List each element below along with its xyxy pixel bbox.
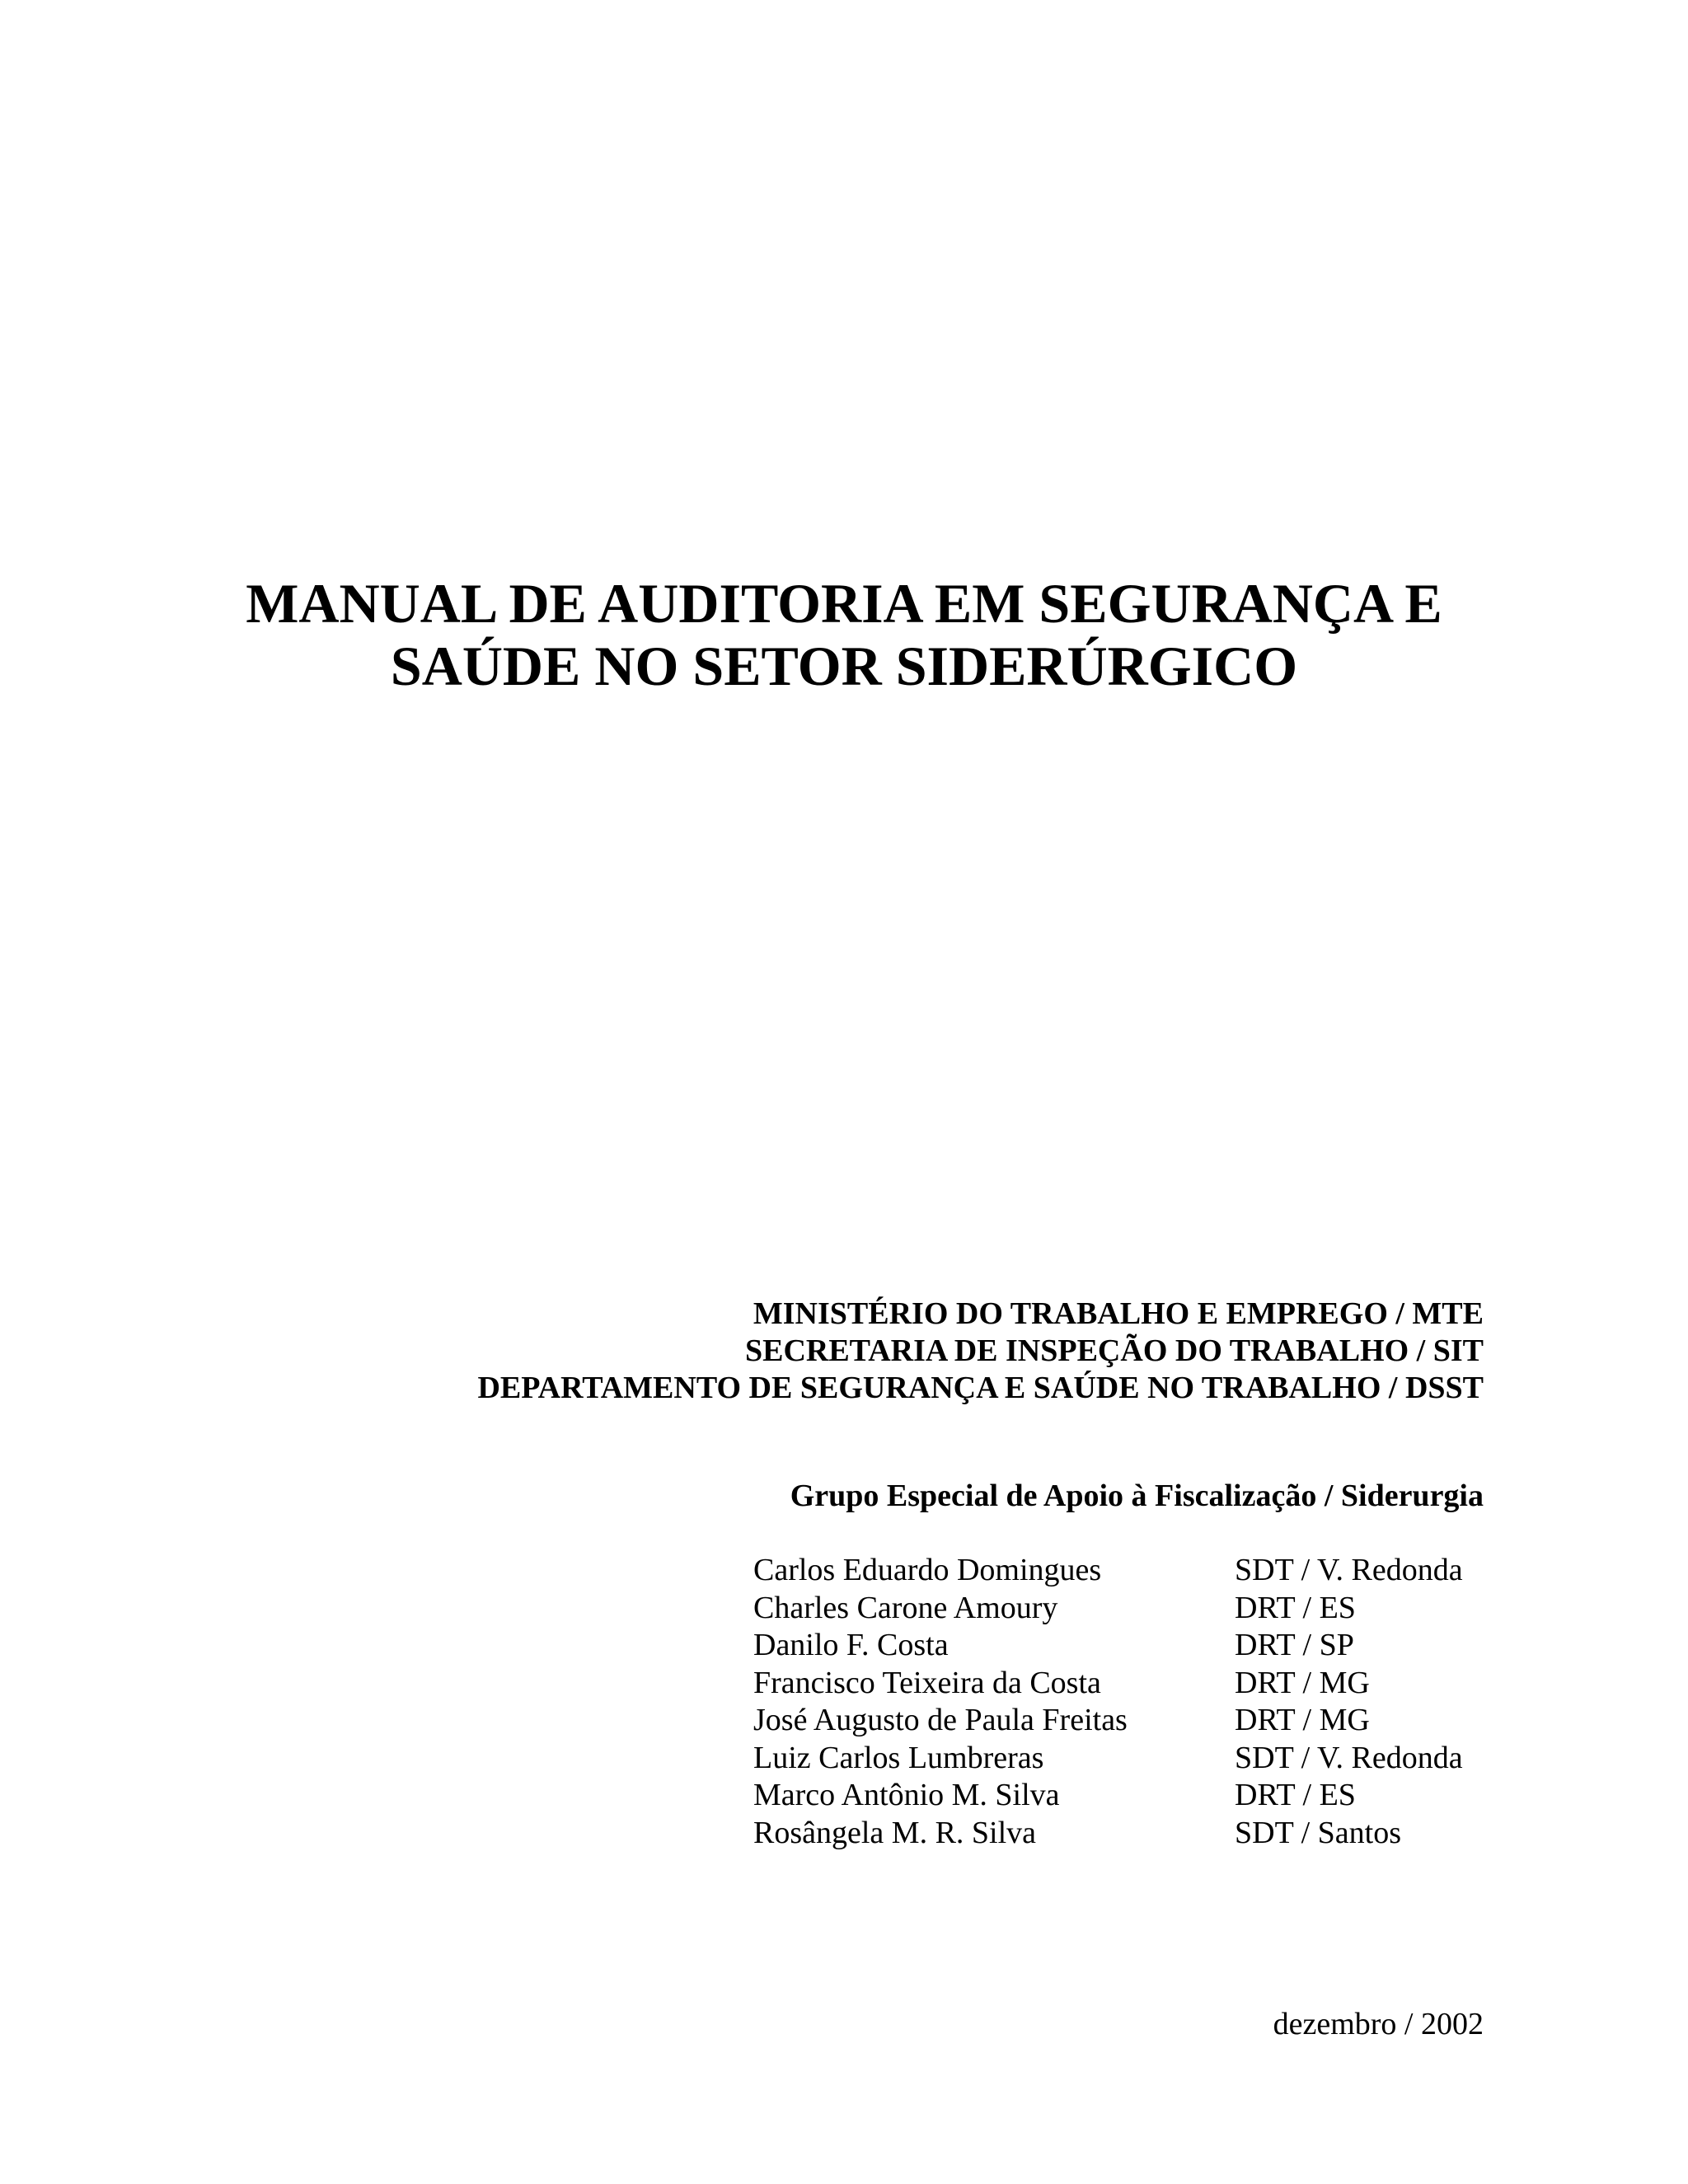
member-row [753,1740,1463,1778]
member-unit: DRT / ES [1235,1590,1356,1625]
member-row [753,1815,1463,1853]
member-row [753,1627,1463,1665]
member-row [753,1552,1463,1590]
member-unit: DRT / ES [1235,1778,1356,1812]
member-unit: SDT / Santos [1235,1815,1402,1850]
institution-line-department: DEPARTAMENTO DE SEGURANÇA E SAÚDE NO TRABALHO / DSST [477,1371,1484,1405]
member-unit: SDT / V. Redonda [1235,1740,1463,1775]
member-name: Francisco Teixeira da Costa [753,1665,1101,1700]
member-name: Rosângela M. R. Silva [753,1815,1037,1850]
institution-line-secretariat: SECRETARIA DE INSPEÇÃO DO TRABALHO / SIT [744,1333,1484,1368]
member-row [753,1590,1463,1628]
member-name: Luiz Carlos Lumbreras [753,1740,1044,1775]
member-name: Danilo F. Costa [753,1628,949,1662]
member-unit: DRT / SP [1235,1628,1354,1662]
member-list [753,1552,1463,1852]
member-unit: SDT / V. Redonda [1235,1553,1463,1587]
member-row [753,1665,1463,1703]
member-row [753,1702,1463,1740]
title-line-2: SAÚDE NO SETOR SIDERÚRGICO [390,635,1298,697]
member-row [753,1777,1463,1815]
member-name: Marco Antônio M. Silva [753,1778,1060,1812]
member-unit: DRT / MG [1235,1703,1370,1737]
group-title: Grupo Especial de Apoio à Fiscalização / Siderurgia [790,1479,1484,1513]
member-name: Charles Carone Amoury [753,1590,1058,1625]
institution-block [477,1296,1484,1407]
title-line-1: MANUAL DE AUDITORIA EM SEGURANÇA E [246,572,1442,635]
member-unit: DRT / MG [1235,1665,1370,1700]
member-name: Carlos Eduardo Domingues [753,1553,1102,1587]
member-name: José Augusto de Paula Freitas [753,1703,1128,1737]
institution-line-ministry: MINISTÉRIO DO TRABALHO E EMPREGO / MTE [753,1296,1484,1331]
publication-date: dezembro / 2002 [1273,2007,1484,2041]
document-title [0,572,1688,697]
